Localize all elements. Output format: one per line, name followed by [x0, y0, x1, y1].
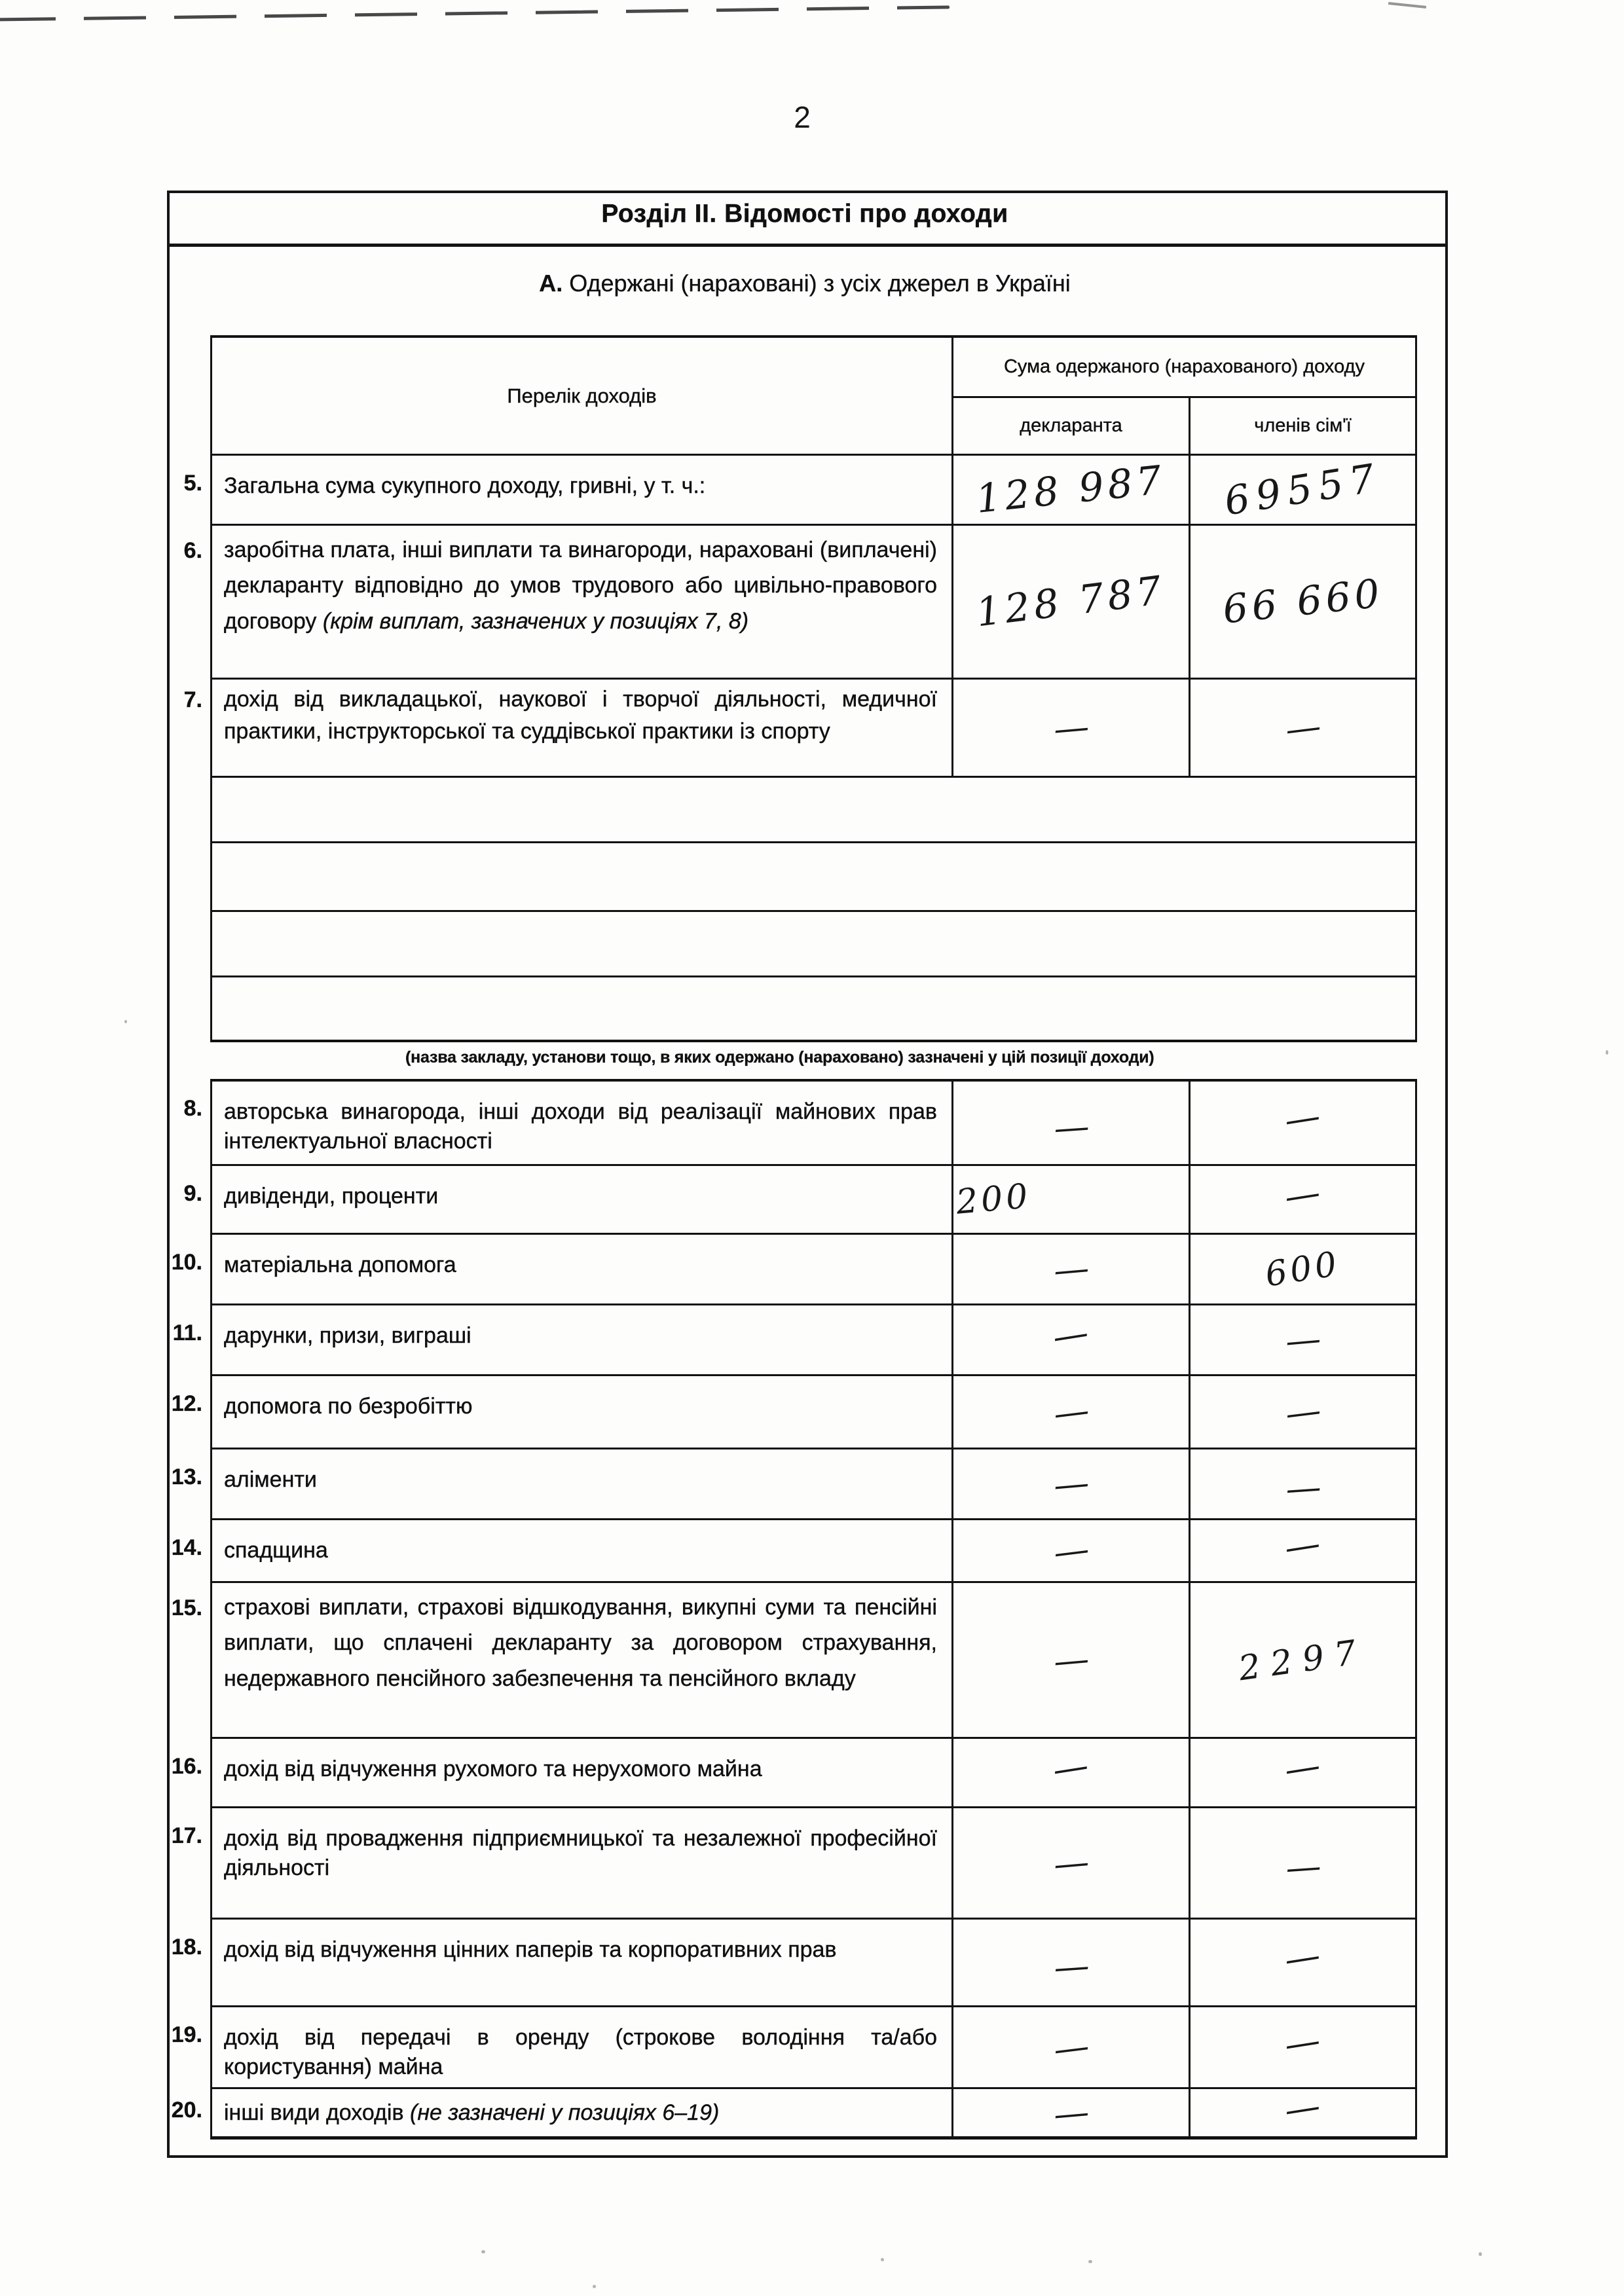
family-value-cell	[1189, 1918, 1417, 2005]
row-number: 20.	[171, 2098, 202, 2123]
header-sum-title: Сума одержаного (нарахованого) доходу	[951, 335, 1417, 396]
row-label: дохід від викладацької, наукової і творчої діяльності, медичної практики, інструкторської та суддівської практики із спорту	[210, 678, 951, 776]
section-title: Розділ II. Відомості про доходи	[601, 200, 1008, 228]
declarant-value-cell	[951, 454, 1189, 524]
declarant-value-cell	[951, 2005, 1189, 2087]
declarant-value-cell	[951, 1518, 1189, 1581]
institution-caption: (назва закладу, установи тощо, в яких одержано (нараховано) зазначені у цій позиції доходи)	[405, 1048, 1154, 1066]
handwritten-dash: —	[1281, 1522, 1323, 1569]
handwritten-value: 69557	[1221, 454, 1384, 525]
handwritten-dash: —	[1281, 2018, 1323, 2066]
handwritten-dash: —	[1282, 1389, 1323, 1435]
scan-speck	[593, 2285, 596, 2288]
row-number: 5.	[183, 471, 202, 496]
handwritten-value: 200	[954, 1176, 1033, 1222]
handwritten-dash: —	[1051, 1840, 1091, 1886]
row-number: 8.	[183, 1096, 202, 1121]
handwritten-dash: —	[1050, 2024, 1092, 2070]
family-value-cell	[1189, 2084, 1417, 2140]
declarant-value-cell	[951, 1233, 1189, 1303]
handwritten-dash: —	[1281, 1934, 1323, 1980]
institution-blank-row	[210, 910, 1417, 975]
row-number: 10.	[171, 1250, 202, 1275]
family-value-cell	[1189, 1164, 1417, 1233]
declarant-value-cell	[951, 678, 1189, 776]
handwritten-dash: —	[1283, 1466, 1323, 1510]
row-label: дохід від провадження підприємницької та незалежної професійної діяльності	[210, 1806, 951, 1918]
row-number: 19.	[171, 2022, 202, 2047]
handwritten-value: 600	[1263, 1243, 1343, 1295]
declarant-value-cell	[951, 1737, 1189, 1806]
handwritten-dash: —	[1051, 2090, 1091, 2135]
family-value-cell	[1189, 1737, 1417, 1806]
row-label: заробітна плата, інші виплати та винагороди, нараховані (виплачені) декларанту відповідно до умов трудового або цивільно-правового договору (крім виплат, зазначених у позиціях 7, 8)	[210, 524, 951, 678]
income-table-top	[167, 335, 1417, 1042]
header-income-list: Перелік доходів	[210, 335, 951, 454]
family-value-cell	[1189, 1374, 1417, 1448]
handwritten-value: 128 787	[974, 567, 1168, 636]
handwritten-dash: —	[1050, 1527, 1092, 1574]
row-number: 9.	[183, 1181, 202, 1206]
row-number: 12.	[171, 1391, 202, 1416]
handwritten-dash: —	[1050, 1389, 1092, 1435]
section-subtitle	[167, 270, 1443, 297]
handwritten-dash: —	[1051, 1461, 1091, 1506]
declarant-value-cell	[951, 1806, 1189, 1918]
handwritten-dash: —	[1051, 1637, 1091, 1683]
declarant-value-cell	[951, 1374, 1189, 1448]
gutter	[167, 910, 210, 975]
row-label: авторська винагорода, інші доходи від реалізації майнових прав інтелектуальної власності	[210, 1079, 951, 1164]
row-number: 18.	[171, 1935, 202, 1959]
family-value-cell	[1189, 1518, 1417, 1581]
handwritten-dash: —	[1049, 1744, 1091, 1791]
subtitle-letter: А.	[539, 270, 563, 297]
handwritten-dash: —	[1281, 1744, 1323, 1791]
income-table-bottom	[167, 1079, 1417, 2140]
handwritten-dash: —	[1049, 1311, 1091, 1358]
row-label: допомога по безробіттю	[210, 1374, 951, 1448]
row-label: інші види доходів (не зазначені у позиціях 6–19)	[210, 2087, 951, 2140]
scan-speck	[481, 2250, 485, 2253]
row-label: матеріальна допомога	[210, 1233, 951, 1303]
declarant-value-cell	[951, 1079, 1189, 1164]
handwritten-dash: —	[1283, 1317, 1323, 1362]
subtitle-text: Одержані (нараховані) з усіх джерел в Україні	[569, 270, 1071, 297]
row-label: Загальна сума сукупного доходу, гривні, у т. ч.:	[210, 454, 951, 524]
handwritten-dash: —	[1051, 1247, 1091, 1292]
page-number: 2	[794, 100, 811, 134]
row-number: 14.	[171, 1535, 202, 1560]
family-value-cell	[1189, 2005, 1417, 2087]
handwritten-dash: —	[1283, 1845, 1323, 1889]
family-value-cell	[1189, 524, 1417, 678]
scan-artifact-line	[0, 5, 950, 21]
declarant-value-cell	[951, 1303, 1189, 1374]
row-label: дивіденди, проценти	[210, 1164, 951, 1233]
declarant-value-cell	[951, 1581, 1189, 1737]
handwritten-dash: —	[1281, 2084, 1323, 2131]
gutter	[167, 975, 210, 1042]
institution-blank-row	[210, 841, 1417, 910]
family-value-cell	[1189, 1079, 1417, 1164]
scan-speck	[1606, 1050, 1608, 1055]
handwritten-dash: —	[1281, 1171, 1323, 1218]
handwritten-dash: —	[1281, 1094, 1323, 1141]
family-value-cell	[1189, 1581, 1417, 1737]
scan-speck	[1479, 2252, 1482, 2256]
family-value-cell	[1189, 1233, 1417, 1303]
family-value-cell	[1189, 1303, 1417, 1374]
scan-artifact-tick	[1388, 2, 1426, 9]
family-value-cell	[1189, 1806, 1417, 1918]
scan-speck	[1088, 2260, 1092, 2263]
handwritten-value: 128 987	[974, 457, 1168, 522]
scan-speck	[881, 2258, 884, 2261]
declarant-value-cell	[951, 524, 1189, 678]
declarant-value-cell	[951, 1448, 1189, 1518]
gutter	[167, 335, 210, 454]
header-col-family: членів сім'ї	[1189, 396, 1417, 454]
declarant-value-cell	[951, 2087, 1189, 2140]
row-number: 7.	[183, 687, 202, 712]
family-value-cell	[1189, 454, 1417, 524]
institution-blank-row	[210, 975, 1417, 1042]
handwritten-dash: —	[1282, 704, 1323, 751]
handwritten-dash: —	[1052, 1944, 1091, 1988]
row-label: дохід від відчуження рухомого та нерухомого майна	[210, 1737, 951, 1806]
row-number: 11.	[172, 1321, 202, 1345]
row-label: спадщина	[210, 1518, 951, 1581]
family-value-cell	[1189, 678, 1417, 776]
row-label: аліменти	[210, 1448, 951, 1518]
row-number: 6.	[183, 538, 202, 563]
gutter	[167, 841, 210, 910]
declarant-value-cell	[951, 1918, 1189, 2005]
gutter	[167, 776, 210, 841]
row-number: 15.	[171, 1595, 202, 1620]
handwritten-value: 2297	[1236, 1631, 1369, 1688]
row-number: 17.	[171, 1823, 202, 1848]
row-label: дохід від передачі в оренду (строкове володіння та/або користування) майна	[210, 2005, 951, 2087]
institution-blank-row	[210, 776, 1417, 841]
handwritten-dash: —	[1052, 1104, 1091, 1149]
row-label: страхові виплати, страхові відшкодування, викупні суми та пенсійні виплати, що сплачені декларанту за договором страхування, недержавного пенсійного забезпечення та пенсійного вкладу	[210, 1581, 951, 1737]
row-label: дохід від відчуження цінних паперів та корпоративних прав	[210, 1918, 951, 2005]
row-number: 16.	[171, 1754, 202, 1779]
row-number: 13.	[171, 1465, 202, 1489]
handwritten-value: 66 660	[1220, 570, 1386, 633]
handwritten-dash: —	[1051, 705, 1091, 750]
scan-speck	[124, 1020, 127, 1023]
declarant-value-cell	[951, 1164, 1189, 1233]
title-divider	[167, 244, 1445, 247]
family-value-cell	[1189, 1448, 1417, 1518]
row-label: дарунки, призи, виграші	[210, 1303, 951, 1374]
header-col-declarant: декларанта	[951, 396, 1189, 454]
